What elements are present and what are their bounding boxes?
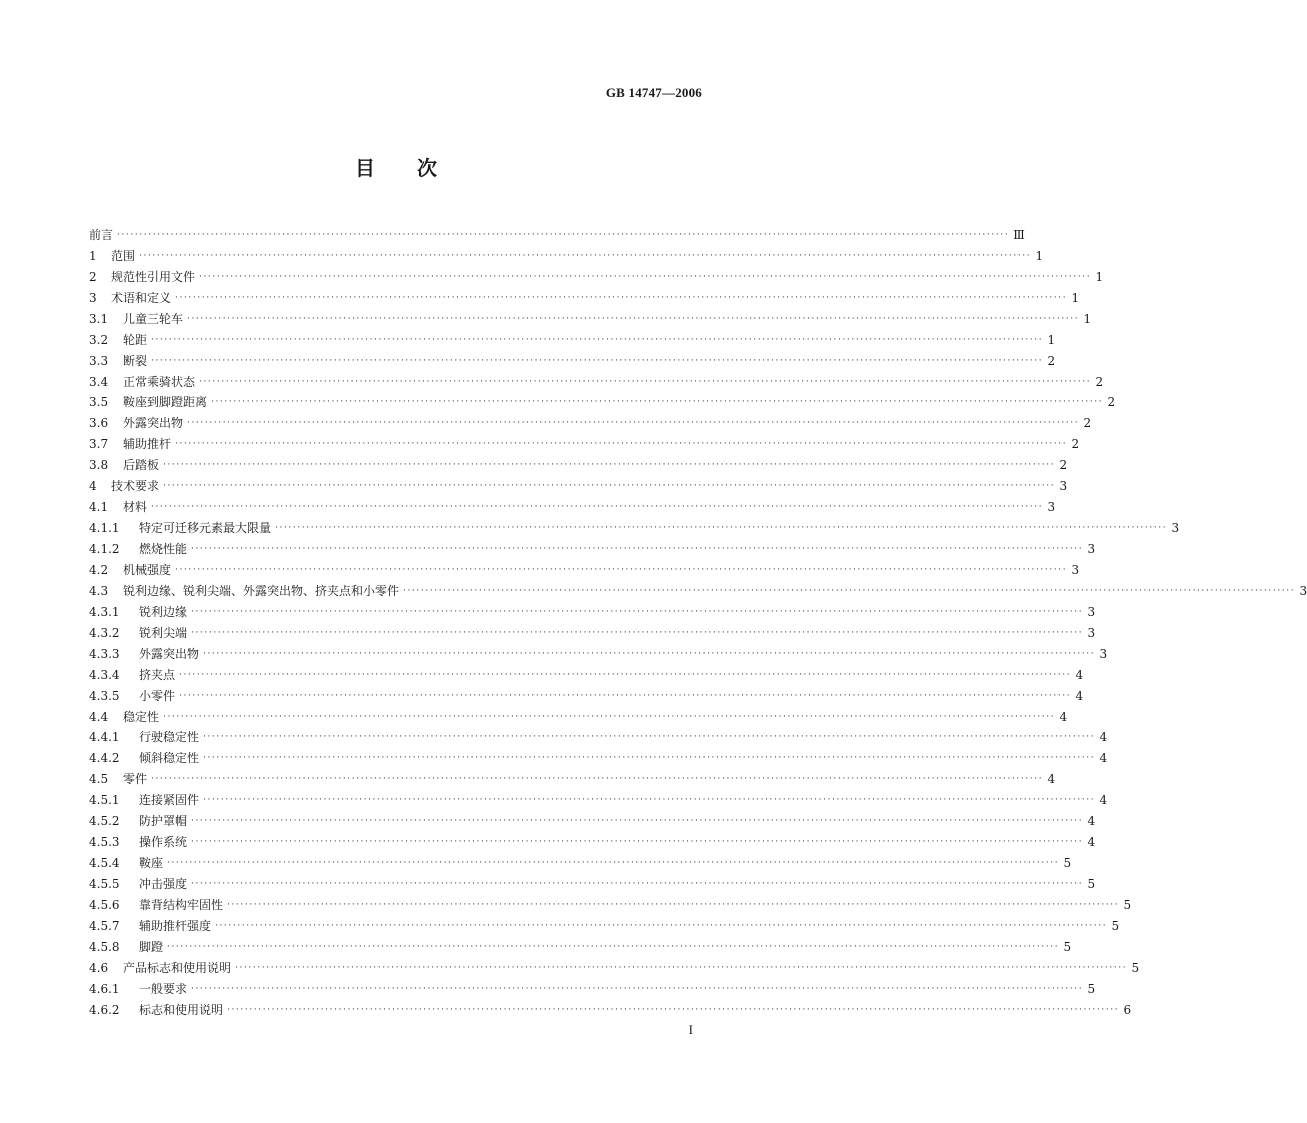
toc-dot-leader: ········································································································································································································ xyxy=(179,669,1072,680)
toc-entry-title: 机械强度 xyxy=(123,562,172,577)
toc-entry-title: 锐利边缘 xyxy=(139,604,188,619)
toc-dot-leader: ········································································································································································································ xyxy=(203,732,1096,743)
toc-entry-number: 4.3 xyxy=(89,583,109,598)
toc-entry-number: 4.2 xyxy=(89,562,109,577)
toc-entry[interactable] xyxy=(89,325,1056,347)
toc-entry-title: 连接紧固件 xyxy=(139,793,200,808)
toc-entry-title: 术语和定义 xyxy=(111,290,172,305)
toc-entry[interactable] xyxy=(89,513,1180,536)
toc-entry[interactable] xyxy=(89,597,1096,619)
toc-entry-number: 2 xyxy=(89,269,97,284)
toc-entry[interactable] xyxy=(89,723,1108,745)
toc-entry[interactable] xyxy=(89,262,1104,284)
toc-entry[interactable] xyxy=(89,995,1132,1017)
toc-entry-page: 2 xyxy=(1095,374,1104,389)
toc-entry-number: 4.3.2 xyxy=(89,625,120,640)
toc-entry[interactable] xyxy=(89,304,1092,326)
toc-entry-page: 1 xyxy=(1071,290,1080,305)
toc-dot-leader: ········································································································································································································ xyxy=(151,334,1044,345)
toc-entry-number: 4.4.2 xyxy=(89,751,120,766)
toc-entry-page: 4 xyxy=(1047,772,1056,787)
toc-entry[interactable] xyxy=(89,346,1056,368)
toc-dot-leader: ········································································································································································································ xyxy=(203,795,1096,806)
toc-entry-number: 3.3 xyxy=(89,353,109,368)
toc-entry-page: 4 xyxy=(1087,835,1096,850)
toc-entry-page: 3 xyxy=(1171,521,1180,536)
toc-entry-number: 3.6 xyxy=(89,416,109,431)
toc-dot-leader: ········································································································································································································ xyxy=(163,460,1056,471)
toc-entry[interactable] xyxy=(89,220,1025,242)
toc-entry-number: 4.5.2 xyxy=(89,814,120,829)
toc-entry-page: 3 xyxy=(1059,479,1068,494)
toc-entry-page: 4 xyxy=(1075,688,1084,703)
toc-dot-leader: ········································································································································································································ xyxy=(191,816,1084,827)
toc-entry[interactable] xyxy=(89,911,1120,933)
toc-entry-page: 4 xyxy=(1099,730,1108,745)
toc-entry-title: 外露突出物 xyxy=(139,646,200,661)
toc-dot-leader: ········································································································································································································ xyxy=(191,837,1084,848)
toc-entry-page: 5 xyxy=(1063,939,1072,954)
toc-entry-page: 4 xyxy=(1059,709,1068,724)
toc-entry-page: 3 xyxy=(1087,604,1096,619)
toc-entry[interactable] xyxy=(89,471,1068,494)
standard-code: GB 14747—2006 xyxy=(605,85,702,100)
toc-dot-leader: ········································································································································································································ xyxy=(191,627,1084,638)
toc-entry-page: 2 xyxy=(1047,353,1056,368)
toc-dot-leader: ········································································································································································································ xyxy=(227,1004,1120,1015)
toc-entry[interactable] xyxy=(89,492,1056,515)
toc-entry[interactable] xyxy=(89,764,1056,787)
toc-entry[interactable] xyxy=(89,429,1080,452)
footer-page-number: I xyxy=(688,1022,693,1037)
toc-dot-leader: ········································································································································································································ xyxy=(163,481,1056,492)
toc-entry-title: 后踏板 xyxy=(123,458,160,473)
toc-entry-number: 3 xyxy=(89,290,97,305)
toc-entry-title: 稳定性 xyxy=(123,709,160,724)
toc-entry-number: 4.6.2 xyxy=(89,1002,120,1017)
toc-entry-page: 3 xyxy=(1071,562,1080,577)
toc-dot-leader: ········································································································································································································ xyxy=(117,229,1010,240)
toc-entry-number: 4.1.2 xyxy=(89,542,120,556)
toc-entry-number: 4.5.1 xyxy=(89,793,120,808)
toc-entry[interactable] xyxy=(89,890,1132,912)
toc-entry-title: 标志和使用说明 xyxy=(139,1002,224,1017)
toc-entry-title: 产品标志和使用说明 xyxy=(123,960,232,975)
toc-entry[interactable] xyxy=(89,785,1108,808)
toc-entry-number: 4.1 xyxy=(89,500,109,515)
toc-entry[interactable] xyxy=(89,848,1072,871)
toc-entry-number: 4.3.1 xyxy=(89,604,120,619)
toc-entry-page: 6 xyxy=(1123,1002,1132,1017)
toc-entry-page: 5 xyxy=(1087,981,1096,996)
toc-entry-title: 靠背结构牢固性 xyxy=(139,897,224,912)
toc-entry-title: 零件 xyxy=(123,772,148,787)
toc-dot-leader: ········································································································································································································ xyxy=(191,879,1084,889)
toc-entry[interactable] xyxy=(89,534,1096,556)
toc-entry-number: 4.4 xyxy=(89,709,109,724)
toc-entry-title: 辅助推杆 xyxy=(123,437,172,452)
toc-entry-number: 4.6.1 xyxy=(89,981,120,996)
toc-dot-leader: ········································································································································································································ xyxy=(151,355,1044,366)
table-of-contents xyxy=(89,220,1307,1017)
page-title xyxy=(0,152,794,181)
toc-entry-title: 防护罩帽 xyxy=(139,814,188,829)
toc-entry[interactable] xyxy=(89,974,1096,996)
toc-entry[interactable] xyxy=(89,388,1116,410)
toc-dot-leader: ········································································································································································································ xyxy=(151,502,1044,513)
toc-entry-number: 4.4.1 xyxy=(89,730,120,745)
toc-entry-page: 2 xyxy=(1059,458,1068,473)
toc-dot-leader: ········································································································································································································ xyxy=(203,648,1096,659)
toc-entry-page: 1 xyxy=(1047,332,1056,347)
toc-entry-title: 操作系统 xyxy=(139,835,188,850)
toc-entry-title: 倾斜稳定性 xyxy=(139,751,200,766)
toc-entry[interactable] xyxy=(89,702,1068,724)
toc-entry-title: 鞍座 xyxy=(139,856,164,871)
toc-entry-page: 5 xyxy=(1123,897,1132,912)
toc-entry-page: 4 xyxy=(1099,751,1108,766)
toc-dot-leader: ········································································································································································································ xyxy=(191,606,1084,617)
toc-entry[interactable] xyxy=(89,241,1044,263)
toc-entry-page: 5 xyxy=(1111,918,1120,933)
toc-entry-page: 5 xyxy=(1087,877,1096,891)
toc-dot-leader: ········································································································································································································ xyxy=(215,920,1108,931)
toc-entry[interactable] xyxy=(89,283,1080,305)
toc-dot-leader: ········································································································································································································ xyxy=(151,774,1044,785)
toc-entry-number: 4.5.4 xyxy=(89,856,120,871)
toc-dot-leader: ········································································································································································································ xyxy=(187,313,1080,324)
toc-entry-page: 2 xyxy=(1071,437,1080,452)
toc-entry-title: 前言 xyxy=(89,227,114,242)
toc-entry-page: 4 xyxy=(1075,667,1084,682)
toc-entry-title: 规范性引用文件 xyxy=(111,269,196,284)
toc-entry-page: 1 xyxy=(1083,311,1092,326)
toc-entry-title: 燃烧性能 xyxy=(139,542,188,556)
toc-entry-page: 1 xyxy=(1095,269,1104,284)
toc-entry-title: 轮距 xyxy=(123,332,148,347)
toc-entry-number: 4.5.7 xyxy=(89,918,120,933)
toc-dot-leader: ········································································································································································································ xyxy=(163,711,1056,722)
toc-entry-number: 4 xyxy=(89,479,97,494)
toc-entry[interactable] xyxy=(89,618,1096,640)
toc-entry-number: 4.1.1 xyxy=(89,521,120,536)
toc-entry-number: 4.5.8 xyxy=(89,939,120,954)
toc-entry-title: 技术要求 xyxy=(111,479,160,494)
toc-entry-title: 一般要求 xyxy=(139,981,188,996)
toc-entry-number: 3.2 xyxy=(89,332,109,347)
toc-entry-page: 3 xyxy=(1087,625,1096,640)
title-char-2: 次 xyxy=(417,156,439,180)
toc-dot-leader: ········································································································································································································ xyxy=(191,983,1084,994)
toc-entry-title: 范围 xyxy=(111,248,136,263)
toc-entry-number: 3.7 xyxy=(89,437,109,452)
toc-entry-page: 3 xyxy=(1087,542,1096,556)
toc-entry-number: 4.6 xyxy=(89,960,109,975)
toc-dot-leader: ········································································································································································································ xyxy=(167,858,1060,869)
toc-dot-leader: ········································································································································································································ xyxy=(175,292,1068,303)
toc-entry-number: 4.3.4 xyxy=(89,667,120,682)
toc-dot-leader: ········································································································································································································ xyxy=(191,544,1084,554)
toc-entry-number: 3.5 xyxy=(89,395,109,410)
toc-entry[interactable] xyxy=(89,743,1108,766)
toc-dot-leader: ········································································································································································································ xyxy=(167,941,1060,952)
toc-entry[interactable] xyxy=(89,953,1140,975)
toc-entry-title: 小零件 xyxy=(139,688,176,703)
toc-entry[interactable] xyxy=(89,932,1072,954)
toc-entry-number: 4.3.5 xyxy=(89,688,120,703)
toc-entry-title: 材料 xyxy=(123,500,148,515)
toc-entry-number: 3.4 xyxy=(89,374,109,389)
toc-entry-number: 3.1 xyxy=(89,311,109,326)
toc-entry[interactable] xyxy=(89,367,1104,389)
toc-entry-number: 3.8 xyxy=(89,458,109,473)
toc-entry-number: 4.5 xyxy=(89,772,109,787)
toc-entry-page: 5 xyxy=(1131,960,1140,975)
toc-entry-title: 辅助推杆强度 xyxy=(139,918,212,933)
toc-entry[interactable] xyxy=(89,681,1084,703)
toc-entry-page: 4 xyxy=(1099,793,1108,808)
toc-entry-number: 1 xyxy=(89,248,97,263)
toc-entry-title: 儿童三轮车 xyxy=(123,311,184,326)
toc-dot-leader: ········································································································································································································ xyxy=(175,439,1068,450)
toc-entry[interactable] xyxy=(89,660,1084,682)
toc-entry-title: 挤夹点 xyxy=(139,667,176,682)
toc-entry-page: 2 xyxy=(1083,416,1092,431)
toc-entry-page: 5 xyxy=(1063,856,1072,871)
toc-entry-page: 1 xyxy=(1035,248,1044,263)
toc-entry-page: Ⅲ xyxy=(1013,227,1025,242)
toc-entry-title: 正常乘骑状态 xyxy=(123,374,196,389)
toc-entry-title: 外露突出物 xyxy=(123,416,184,431)
toc-entry[interactable] xyxy=(89,827,1096,850)
toc-entry-title: 冲击强度 xyxy=(139,877,188,891)
toc-dot-leader: ········································································································································································································ xyxy=(187,418,1080,429)
toc-entry-title: 断裂 xyxy=(123,353,148,368)
toc-entry-number: 4.3.3 xyxy=(89,646,120,661)
toc-dot-leader: ········································································································································································································ xyxy=(203,753,1096,764)
toc-entry-title: 特定可迁移元素最大限量 xyxy=(139,521,272,536)
toc-dot-leader: ········································································································································································································ xyxy=(199,376,1092,387)
toc-entry-page: 2 xyxy=(1107,395,1116,410)
toc-entry[interactable] xyxy=(89,450,1068,473)
title-char-1: 目 xyxy=(355,156,377,180)
toc-entry[interactable] xyxy=(89,869,1096,891)
toc-entry-number: 4.5.6 xyxy=(89,897,120,912)
toc-entry-title: 行驶稳定性 xyxy=(139,730,200,745)
toc-entry-title: 鞍座到脚蹬距离 xyxy=(123,395,208,410)
toc-entry-title: 脚蹬 xyxy=(139,939,164,954)
toc-entry[interactable] xyxy=(89,576,1307,598)
toc-entry-page: 3 xyxy=(1299,583,1307,598)
toc-dot-leader: ········································································································································································································ xyxy=(175,564,1068,575)
toc-dot-leader: ········································································································································································································ xyxy=(275,523,1168,534)
toc-entry[interactable] xyxy=(89,639,1108,661)
toc-entry[interactable] xyxy=(89,408,1092,431)
toc-entry-page: 3 xyxy=(1099,646,1108,661)
toc-entry-number: 4.5.3 xyxy=(89,835,120,850)
toc-entry-page: 3 xyxy=(1047,500,1056,515)
toc-dot-leader: ········································································································································································································ xyxy=(179,690,1072,701)
toc-entry-page: 4 xyxy=(1087,814,1096,829)
toc-dot-leader: ········································································································································································································ xyxy=(235,962,1128,973)
toc-dot-leader: ········································································································································································································ xyxy=(227,899,1120,910)
toc-entry[interactable] xyxy=(89,555,1080,577)
toc-dot-leader: ········································································································································································································ xyxy=(139,250,1032,261)
toc-dot-leader: ········································································································································································································ xyxy=(211,397,1104,408)
toc-entry-title: 锐利边缘、锐利尖端、外露突出物、挤夹点和小零件 xyxy=(123,583,400,598)
toc-entry[interactable] xyxy=(89,806,1096,829)
toc-entry-title: 锐利尖端 xyxy=(139,625,188,640)
toc-dot-leader: ········································································································································································································ xyxy=(403,585,1296,596)
toc-dot-leader: ········································································································································································································ xyxy=(199,271,1092,282)
toc-entry-number: 4.5.5 xyxy=(89,877,120,891)
